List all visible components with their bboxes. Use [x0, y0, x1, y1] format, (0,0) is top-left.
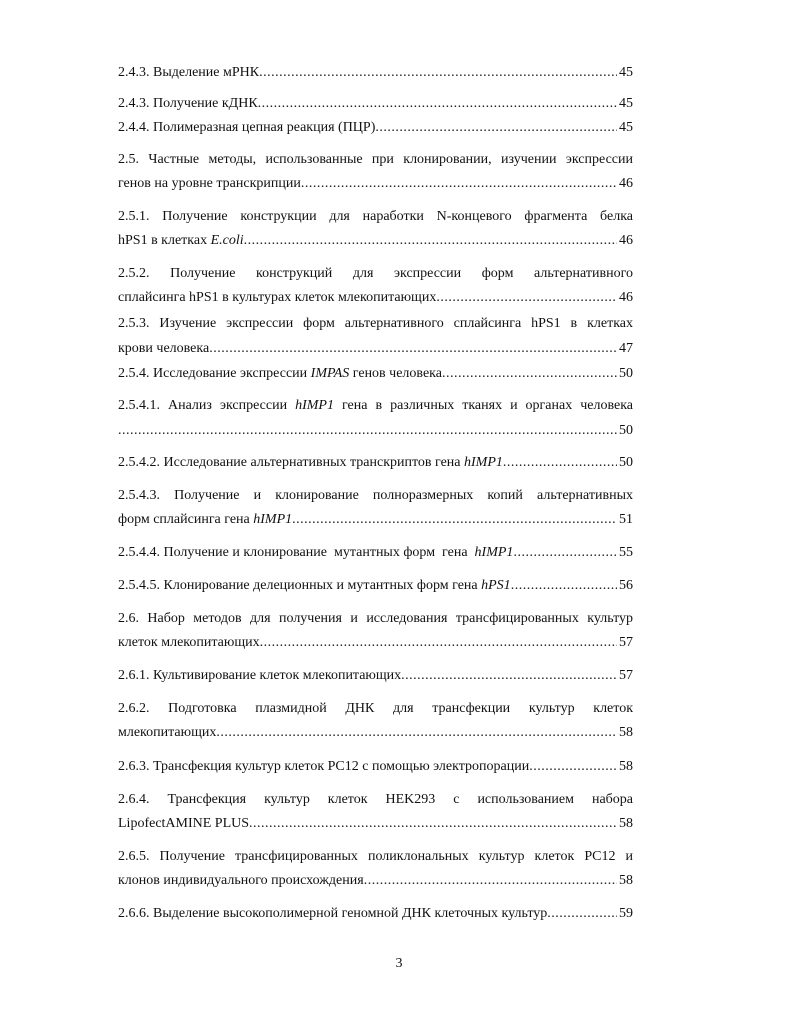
- toc-entry-2-5-4-4: 2.5.4.4. Получение и клонирование мутантных форм гена hIMP1 ..... 55: [118, 543, 633, 563]
- toc-entry-2-6-4-line2: LipofectAMINE PLUS ..... 58: [118, 814, 633, 834]
- toc-entry-2-5-4-1-line1: 2.5.4.1. Анализ экспрессии hIMP1 гена в различных тканях и органах человека: [118, 398, 633, 413]
- toc-entry-2-6-2-line2: млекопитающих ..... 58: [118, 723, 633, 743]
- toc-entry-2-6-1: 2.6.1. Культивирование клеток млекопитающих ..... 57: [118, 666, 633, 686]
- dot-leader: [259, 63, 617, 83]
- dot-leader: [292, 510, 617, 530]
- toc-entry-2-5-2-line2: сплайсинга hPS1 в культурах клеток млекопитающих ..... 46: [118, 288, 633, 308]
- toc-entry-2-5-2-line1: 2.5.2. Получение конструкций для экспрессии форм альтернативного: [118, 266, 633, 281]
- toc-entry-2-5-1-line2: hPS1 в клетках E.coli ..... 46: [118, 231, 633, 251]
- toc-entry-2-4-4: 2.4.4. Полимеразная цепная реакция (ПЦР) ..... 45: [118, 118, 633, 138]
- toc-entry-2-5-4-3-line2: форм сплайсинга гена hIMP1 ..... 51: [118, 510, 633, 530]
- dot-leader: [301, 174, 617, 194]
- toc-entry-2-6-2-line1: 2.6.2. Подготовка плазмидной ДНК для трансфекции культур клеток: [118, 701, 633, 716]
- dot-leader: [513, 543, 617, 563]
- dot-leader: [436, 288, 617, 308]
- dot-leader: [249, 814, 617, 834]
- dot-leader: [442, 364, 617, 384]
- toc-entry-2-6-6: 2.6.6. Выделение высокополимерной геномной ДНК клеточных культур ..... 59: [118, 904, 633, 924]
- toc-entry-2-6-5-line1: 2.6.5. Получение трансфицированных поликлональных культур клеток PC12 и: [118, 849, 633, 864]
- toc-entry-2-6-line2: клеток млекопитающих ..... 57: [118, 633, 633, 653]
- toc-entry-2-5-4-5: 2.5.4.5. Клонирование делеционных и мутантных форм гена hPS1 ..... 56: [118, 576, 633, 596]
- toc-entry-2-6-3: 2.6.3. Трансфекция культур клеток PC12 с помощью электропорации ..... 58: [118, 757, 633, 777]
- toc-entry-2-5-3-line1: 2.5.3. Изучение экспрессии форм альтернативного сплайсинга hPS1 в клетках: [118, 316, 633, 331]
- page-number: 3: [395, 956, 403, 971]
- toc-entry-2-6-line1: 2.6. Набор методов для получения и исследования трансфицированных культур: [118, 611, 633, 626]
- toc-entry-2-4-3: 2.4.3. Выделение мРНК ..... 45: [118, 63, 633, 83]
- toc-entry-2-5-4: 2.5.4. Исследование экспрессии IMPAS генов человека ..... 50: [118, 364, 633, 384]
- toc-entry-2-5-4-1-line2: ..... 50: [118, 421, 633, 441]
- dot-leader: [118, 421, 617, 441]
- dot-leader: [216, 723, 617, 743]
- dot-leader: [401, 666, 617, 686]
- toc-entry-2-6-4-line1: 2.6.4. Трансфекция культур клеток HEK293 с использованием набора: [118, 792, 633, 807]
- toc-entry-2-5-3-line2: крови человека ..... 47: [118, 339, 633, 359]
- dot-leader: [260, 633, 617, 653]
- toc-entry-2-5-4-3-line1: 2.5.4.3. Получение и клонирование полноразмерных копий альтернативных: [118, 488, 633, 503]
- dot-leader: [547, 904, 617, 924]
- dot-leader: [258, 94, 617, 114]
- toc-entry-2-4-3b: 2.4.3. Получение кДНК ..... 45: [118, 94, 633, 114]
- toc-entry-2-5-line1: 2.5. Частные методы, использованные при клонировании, изучении экспрессии: [118, 152, 633, 167]
- dot-leader: [364, 871, 617, 891]
- toc-entry-2-6-5-line2: клонов индивидуального происхождения ..... 58: [118, 871, 633, 891]
- dot-leader: [529, 757, 617, 777]
- toc-entry-2-5-line2: генов на уровне транскрипции ..... 46: [118, 174, 633, 194]
- dot-leader: [503, 453, 617, 473]
- toc-entry-2-5-1-line1: 2.5.1. Получение конструкции для наработки N-концевого фрагмента белка: [118, 209, 633, 224]
- dot-leader: [375, 118, 617, 138]
- dot-leader: [511, 576, 617, 596]
- toc-entry-2-5-4-2: 2.5.4.2. Исследование альтернативных транскриптов гена hIMP1 ..... 50: [118, 453, 633, 473]
- dot-leader: [244, 231, 617, 251]
- dot-leader: [209, 339, 617, 359]
